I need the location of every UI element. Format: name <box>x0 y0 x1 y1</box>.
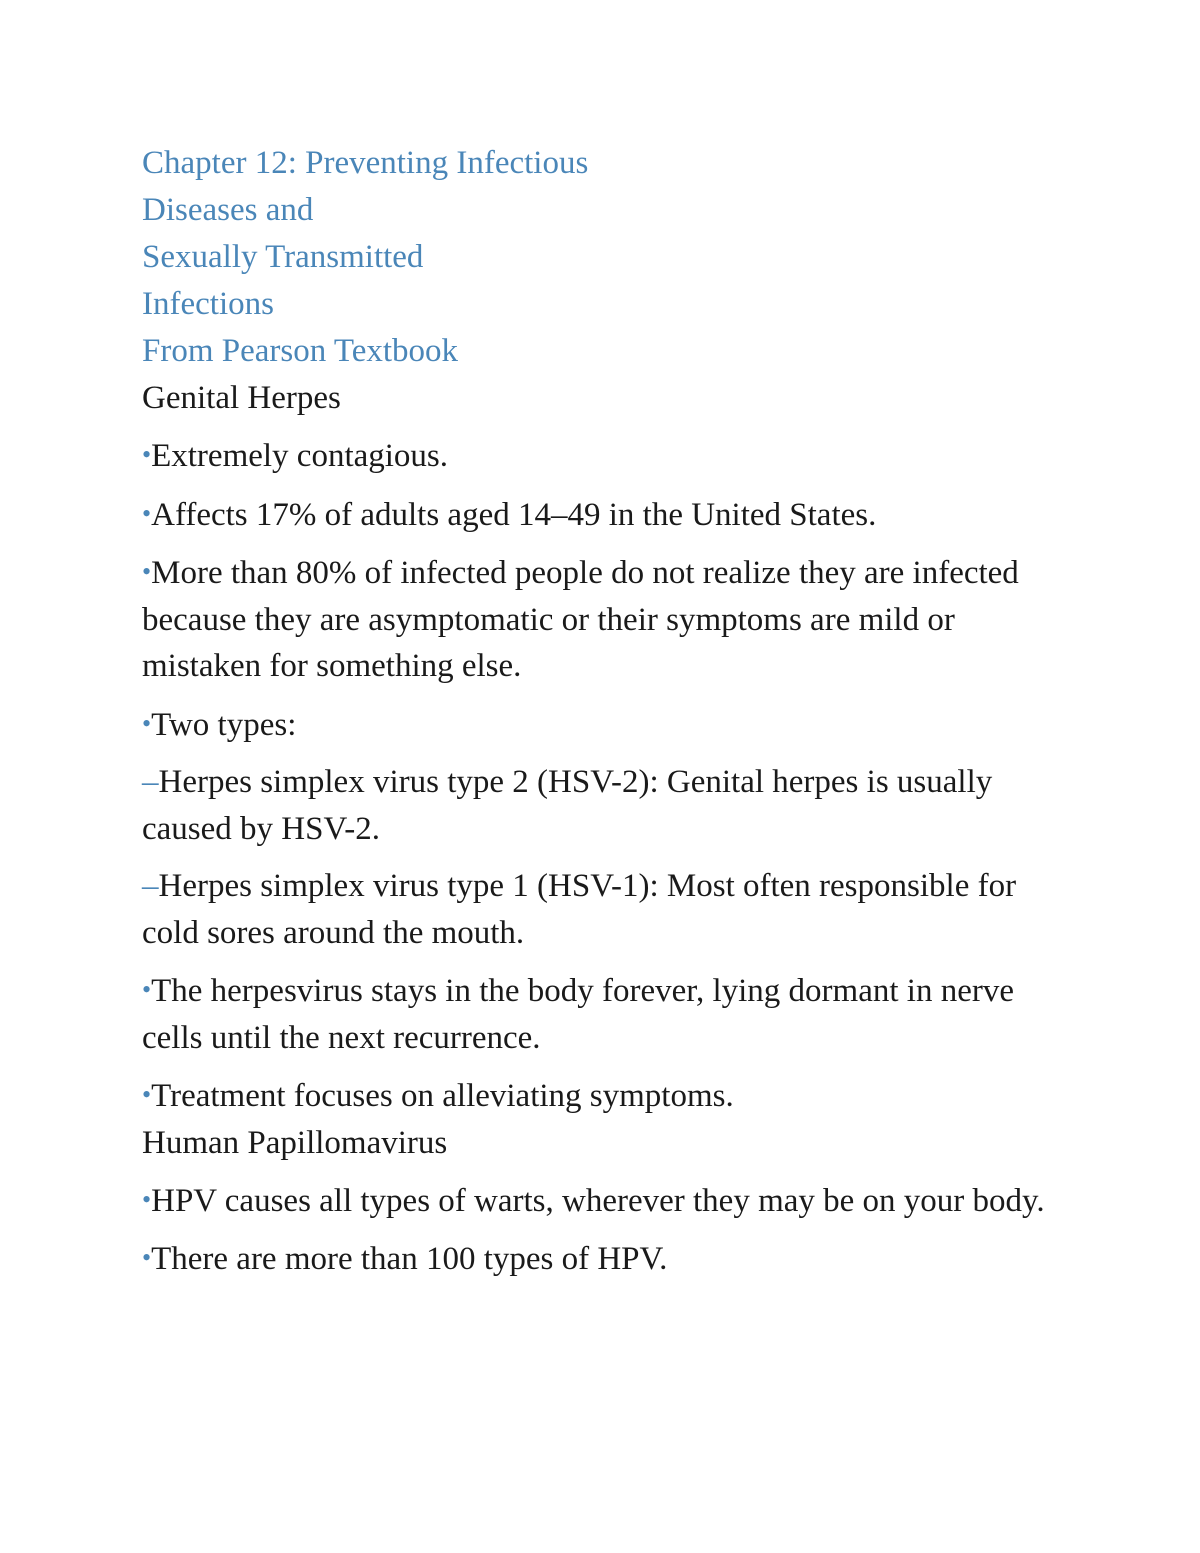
bullet-icon: • <box>142 975 152 1004</box>
dash-icon: – <box>142 764 159 800</box>
bullet-text: Two types: <box>151 706 297 743</box>
bullet-text: More than 80% of infected people do not realize they are infected because they are asymptomatic or their symptoms are mild or mistaken for something else. <box>142 555 1019 684</box>
bullet-item <box>142 1072 1072 1120</box>
bullet-item <box>142 701 1072 749</box>
bullet-item <box>142 1177 1072 1225</box>
bullet-item <box>142 967 1072 1061</box>
bullet-text: There are more than 100 types of HPV. <box>151 1241 668 1277</box>
bullet-text: Extremely contagious. <box>151 438 449 474</box>
document-title <box>142 140 1072 375</box>
dash-icon: – <box>142 868 159 904</box>
bullet-text: The herpesvirus stays in the body forever, lying dormant in nerve cells until the next recurrence. <box>142 973 1014 1056</box>
section-genital-herpes <box>142 375 1072 1120</box>
title-line: Chapter 12: Preventing Infectious <box>142 145 589 181</box>
document-page <box>142 140 1072 1283</box>
title-line: Diseases and <box>142 192 314 228</box>
sub-item-text: Herpes simplex virus type 2 (HSV-2): Genital herpes is usually caused by HSV-2. <box>142 764 993 847</box>
bullet-icon: • <box>142 1243 152 1272</box>
title-source: From Pearson Textbook <box>142 333 459 369</box>
bullet-item <box>142 1235 1072 1283</box>
bullet-icon: • <box>142 1080 152 1109</box>
section-heading: Genital Herpes <box>142 380 341 416</box>
sub-item-text: Herpes simplex virus type 1 (HSV-1): Most often responsible for cold sores around the mouth. <box>142 868 1017 951</box>
section-heading: Human Papillomavirus <box>142 1124 448 1161</box>
bullet-item <box>142 549 1072 690</box>
bullet-icon: • <box>142 440 152 469</box>
bullet-item <box>142 432 1072 480</box>
bullet-icon: • <box>142 557 152 586</box>
section-hpv <box>142 1120 1072 1283</box>
sub-item <box>142 759 1072 852</box>
bullet-item <box>142 491 1072 539</box>
title-line: Sexually Transmitted <box>142 239 424 275</box>
bullet-icon: • <box>142 498 152 528</box>
title-line: Infections <box>142 286 274 322</box>
bullet-text: Affects 17% of adults aged 14–49 in the United States. <box>151 496 877 533</box>
bullet-icon: • <box>142 708 152 738</box>
sub-item <box>142 863 1072 956</box>
bullet-text: Treatment focuses on alleviating symptoms. <box>151 1078 734 1114</box>
bullet-icon: • <box>142 1184 152 1214</box>
bullet-text: HPV causes all types of warts, wherever they may be on your body. <box>151 1182 1045 1219</box>
